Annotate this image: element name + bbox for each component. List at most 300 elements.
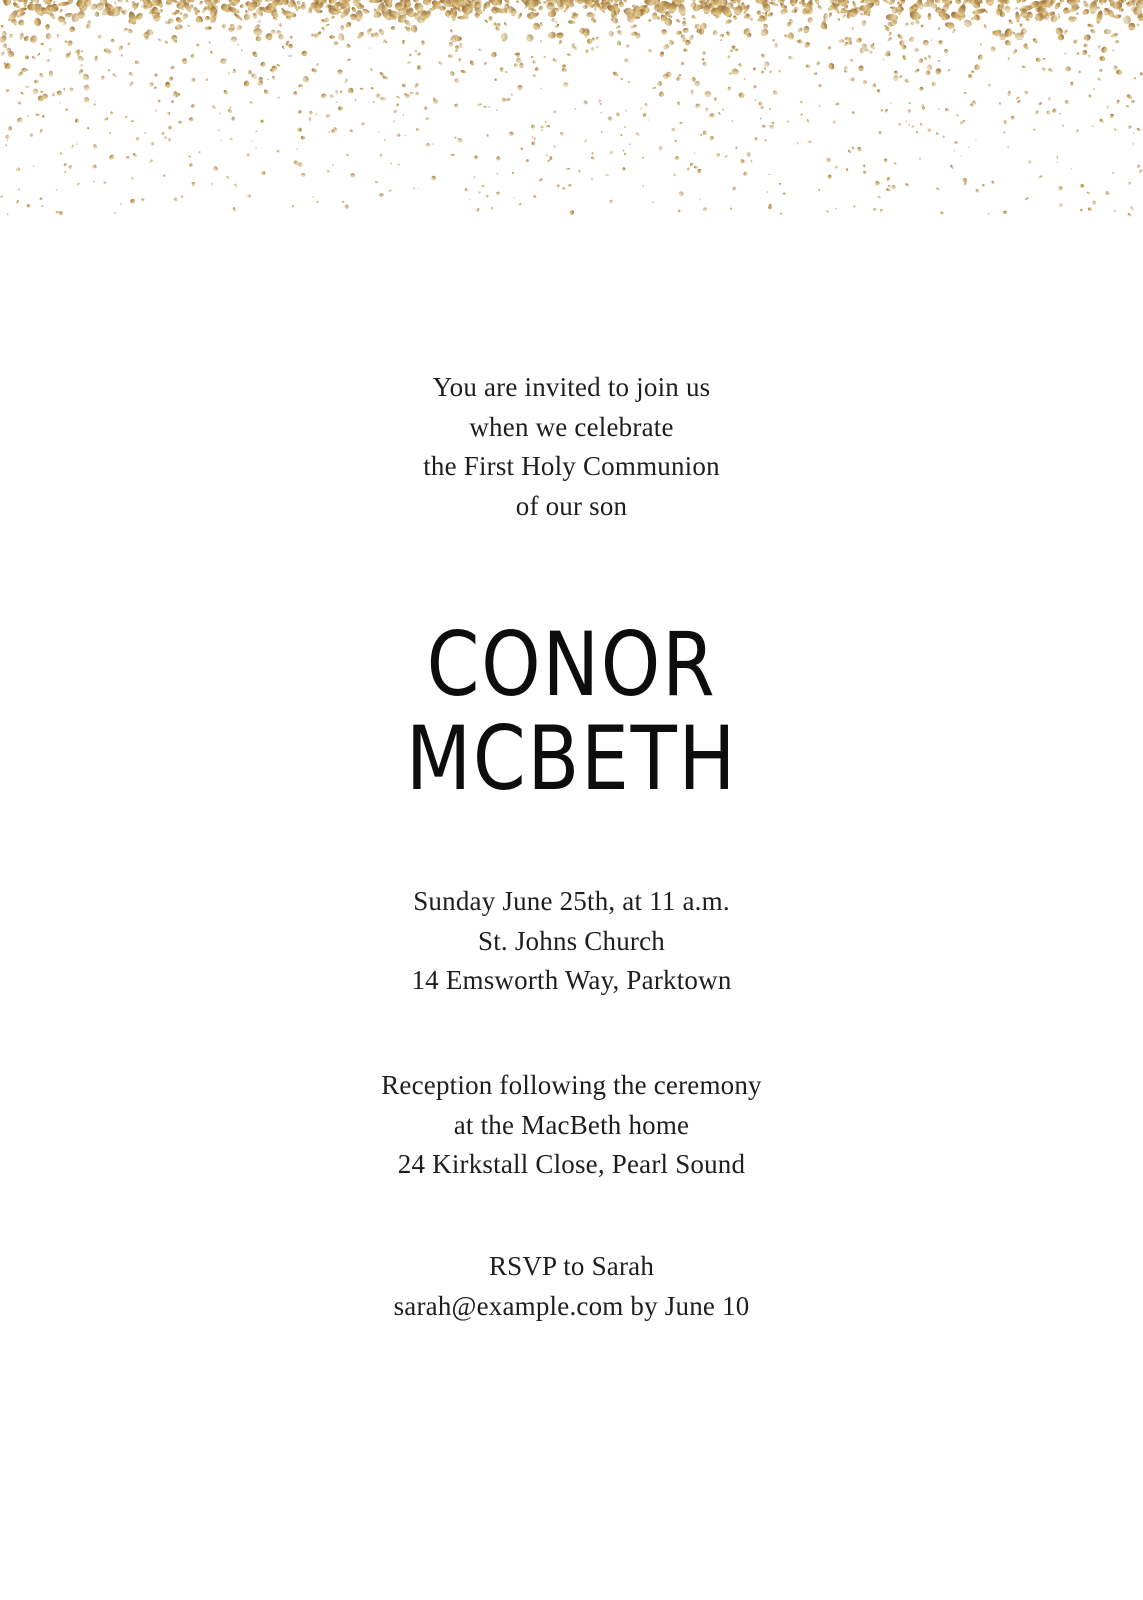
confetti-speck [393,120,395,122]
confetti-speck [474,176,476,178]
gold-confetti-decoration [0,0,1143,230]
confetti-speck [681,21,686,27]
confetti-speck [768,174,770,175]
confetti-speck [267,79,269,80]
confetti-speck [1007,146,1009,148]
confetti-speck [112,73,117,78]
confetti-speck [1092,125,1094,127]
confetti-speck [0,195,3,198]
confetti-speck [562,187,566,191]
confetti-speck [738,63,743,68]
confetti-speck [501,32,508,41]
confetti-speck [1019,23,1022,27]
confetti-speck [591,152,594,155]
confetti-speck [827,174,832,179]
confetti-speck [954,0,962,5]
confetti-speck [16,199,20,204]
confetti-speck [554,146,556,148]
confetti-speck [972,8,986,16]
confetti-speck [6,89,10,93]
confetti-speck [66,40,73,47]
confetti-speck [766,191,768,193]
confetti-speck [806,119,809,123]
confetti-speck [770,1,779,7]
confetti-speck [1116,69,1123,76]
confetti-speck [296,148,299,150]
confetti-speck [191,182,195,186]
confetti-speck [1088,55,1091,58]
confetti-speck [103,181,106,184]
confetti-speck [276,150,279,153]
confetti-speck [189,163,194,168]
confetti-speck [218,112,221,115]
confetti-speck [546,125,550,127]
confetti-speck [981,183,985,187]
confetti-speck [739,158,745,164]
confetti-speck [884,158,888,162]
confetti-speck [743,78,746,81]
confetti-speck [814,0,820,4]
confetti-speck [188,155,191,158]
confetti-speck [128,81,134,87]
confetti-speck [432,143,434,145]
confetti-speck [691,15,696,20]
confetti-speck [599,103,602,106]
confetti-speck [58,211,63,216]
confetti-speck [205,26,212,30]
intro-text [0,368,1143,526]
confetti-speck [39,197,42,200]
confetti-speck [980,43,982,46]
confetti-speck [1133,77,1136,80]
confetti-speck [642,113,647,118]
confetti-speck [759,27,769,37]
confetti-speck [928,55,931,59]
confetti-speck [65,108,69,111]
confetti-speck [1,30,8,37]
confetti-speck [1112,49,1115,51]
confetti-speck [1063,29,1068,34]
confetti-speck [1083,34,1091,42]
confetti-speck [620,78,623,81]
confetti-speck [356,31,365,40]
confetti-speck [624,57,630,63]
confetti-speck [1073,39,1078,45]
confetti-speck [454,103,459,108]
confetti-speck [191,77,197,82]
confetti-speck [556,184,560,188]
confetti-speck [894,162,897,165]
confetti-speck [640,107,642,109]
confetti-speck [415,91,419,95]
confetti-speck [111,39,115,43]
confetti-speck [970,70,974,74]
confetti-speck [93,103,95,105]
confetti-speck [516,0,520,3]
confetti-speck [590,156,594,160]
confetti-speck [140,0,143,2]
confetti-speck [251,140,253,142]
confetti-speck [938,40,943,45]
confetti-speck [513,63,518,68]
confetti-speck [689,162,694,167]
confetti-speck [709,135,715,141]
confetti-speck [19,32,25,40]
confetti-speck [533,195,537,199]
confetti-speck [629,143,631,145]
first-name: CONOR [426,613,717,716]
confetti-speck [5,134,10,140]
confetti-speck [125,115,128,118]
confetti-speck [417,188,419,190]
confetti-speck [297,110,302,115]
confetti-speck [1104,29,1112,35]
confetti-speck [402,40,405,45]
confetti-speck [857,146,862,151]
confetti-speck [574,108,577,110]
confetti-speck [511,94,513,97]
confetti-speck [1010,115,1015,120]
confetti-speck [234,183,237,187]
confetti-speck [1127,212,1132,217]
confetti-speck [609,151,613,155]
confetti-speck [272,75,276,79]
confetti-speck [340,25,344,31]
confetti-speck [819,105,821,108]
confetti-speck [415,128,419,132]
confetti-speck [114,2,116,5]
confetti-speck [76,182,80,186]
confetti-speck [63,88,66,91]
confetti-speck [182,58,188,65]
confetti-speck [83,96,90,103]
confetti-speck [257,20,261,24]
confetti-speck [877,89,881,93]
confetti-speck [157,99,160,103]
confetti-speck [544,56,547,58]
confetti-speck [945,108,950,112]
confetti-speck [648,19,652,23]
confetti-speck [17,18,25,26]
confetti-speck [370,68,373,71]
confetti-speck [204,15,210,21]
confetti-speck [243,13,250,21]
confetti-speck [1003,131,1006,134]
confetti-speck [247,195,251,198]
confetti-speck [526,159,529,163]
confetti-speck [338,106,343,111]
confetti-speck [56,34,59,38]
confetti-speck [344,204,349,210]
confetti-speck [288,44,293,48]
confetti-speck [182,12,189,20]
confetti-speck [16,167,21,172]
confetti-speck [816,61,821,66]
confetti-speck [761,70,765,74]
confetti-speck [607,116,613,122]
confetti-speck [569,210,574,215]
confetti-speck [1099,118,1104,123]
confetti-speck [230,36,237,42]
confetti-speck [803,25,810,33]
confetti-speck [211,183,214,186]
confetti-speck [164,81,171,88]
confetti-speck [908,102,911,105]
confetti-speck [778,70,781,73]
confetti-speck [385,41,387,43]
confetti-speck [496,191,501,195]
confetti-speck [800,100,803,103]
confetti-speck [34,80,38,84]
confetti-speck [806,64,811,68]
confetti-speck [289,35,293,39]
confetti-speck [1099,55,1106,61]
confetti-speck [687,167,690,170]
confetti-speck [985,0,995,7]
confetti-speck [315,113,317,115]
confetti-speck [335,90,338,94]
confetti-speck [474,155,479,159]
confetti-speck [675,156,680,161]
confetti-speck [950,164,954,169]
confetti-speck [764,139,767,142]
confetti-speck [1083,43,1088,48]
confetti-speck [850,77,855,81]
confetti-speck [898,123,901,126]
confetti-speck [378,28,385,36]
confetti-speck [625,110,627,112]
confetti-speck [46,33,52,40]
confetti-speck [1111,172,1114,175]
confetti-speck [223,89,229,95]
confetti-speck [677,101,681,105]
confetti-speck [538,178,543,182]
confetti-speck [1035,110,1039,114]
confetti-speck [484,19,488,24]
confetti-speck [973,14,980,22]
confetti-speck [641,157,644,160]
confetti-speck [1086,191,1090,195]
confetti-speck [897,33,904,40]
confetti-speck [150,142,154,146]
confetti-speck [975,188,980,193]
confetti-speck [918,58,924,64]
confetti-speck [938,108,940,110]
confetti-speck [999,102,1001,105]
confetti-speck [754,99,756,101]
confetti-speck [449,29,453,33]
confetti-speck [499,67,504,72]
confetti-speck [59,102,61,104]
rsvp-details [0,1247,1143,1326]
confetti-speck [45,24,50,30]
confetti-speck [615,25,620,29]
confetti-speck [464,188,468,192]
confetti-speck [919,86,924,91]
confetti-speck [1033,128,1036,131]
confetti-speck [730,207,733,210]
confetti-speck [760,106,764,109]
confetti-speck [735,146,738,149]
confetti-speck [935,68,942,75]
confetti-speck [1005,0,1010,5]
confetti-speck [236,24,243,31]
confetti-speck [360,122,365,127]
confetti-speck [1014,7,1018,10]
confetti-speck [621,167,626,172]
confetti-speck [168,76,174,82]
confetti-speck [788,56,793,60]
confetti-speck [833,121,836,125]
confetti-speck [76,143,78,145]
confetti-speck [597,99,601,103]
confetti-speck [505,98,510,102]
confetti-speck [553,110,556,113]
confetti-speck [642,185,644,187]
confetti-speck [694,81,701,87]
confetti-speck [560,131,565,136]
confetti-speck [167,112,170,116]
confetti-speck [380,97,386,101]
confetti-speck [600,112,602,114]
confetti-speck [1058,203,1063,208]
confetti-speck [807,16,815,24]
confetti-speck [712,29,719,36]
confetti-speck [545,154,548,157]
confetti-speck [988,84,991,88]
confetti-speck [1128,125,1133,130]
confetti-speck [39,129,42,133]
confetti-speck [104,117,109,121]
confetti-speck [661,29,667,35]
confetti-speck [1070,82,1074,86]
confetti-speck [837,18,840,22]
confetti-speck [700,134,702,137]
confetti-speck [425,142,430,147]
confetti-speck [912,125,914,128]
confetti-speck [255,148,256,150]
confetti-speck [555,23,560,28]
confetti-speck [1036,57,1041,62]
confetti-speck [568,20,575,24]
confetti-speck [683,17,686,20]
confetti-speck [58,1,69,7]
confetti-speck [858,65,863,71]
confetti-speck [1056,156,1058,160]
confetti-speck [880,109,883,111]
confetti-speck [635,132,640,137]
confetti-speck [17,188,20,191]
confetti-speck [1136,127,1141,132]
confetti-speck [586,11,594,18]
confetti-speck [132,153,137,158]
confetti-speck [41,205,44,208]
confetti-speck [69,26,76,33]
confetti-speck [1087,23,1094,28]
confetti-speck [1087,207,1092,212]
confetti-speck [878,131,881,134]
confetti-speck [86,23,91,29]
rsvp-name: RSVP to Sarah [488,1251,655,1281]
confetti-speck [716,153,721,158]
confetti-speck [508,131,514,136]
confetti-speck [247,69,252,75]
confetti-speck [544,121,547,124]
confetti-speck [927,128,931,132]
confetti-speck [158,38,162,42]
confetti-speck [546,3,554,10]
confetti-speck [461,69,467,73]
confetti-speck [975,140,977,142]
confetti-speck [316,200,319,203]
confetti-speck [1114,128,1117,131]
confetti-speck [517,12,522,19]
confetti-speck [148,82,154,88]
confetti-speck [55,211,59,215]
confetti-speck [936,187,940,191]
confetti-speck [783,193,786,195]
confetti-speck [118,45,124,51]
confetti-speck [155,110,157,112]
confetti-speck [1075,12,1079,15]
confetti-speck [800,113,803,116]
confetti-speck [1093,88,1095,91]
confetti-speck [199,0,204,5]
confetti-speck [346,43,351,48]
confetti-speck [450,153,454,156]
confetti-speck [728,87,731,91]
confetti-speck [239,4,244,9]
confetti-speck [1105,191,1110,196]
confetti-speck [229,107,231,109]
confetti-speck [1032,37,1038,44]
confetti-speck [1133,143,1135,146]
confetti-speck [659,51,664,57]
confetti-speck [23,0,27,7]
confetti-speck [228,72,230,74]
confetti-speck [566,168,570,170]
confetti-speck [874,180,880,186]
confetti-speck [455,137,457,139]
confetti-speck [277,63,281,67]
confetti-speck [718,112,721,116]
confetti-speck [377,131,379,133]
confetti-speck [80,64,83,67]
confetti-speck [585,50,588,54]
confetti-speck [828,62,835,70]
confetti-speck [551,17,556,23]
confetti-speck [59,152,62,155]
confetti-speck [135,60,140,64]
confetti-speck [823,13,829,21]
confetti-speck [658,146,662,151]
confetti-speck [249,101,253,105]
confetti-speck [405,135,407,137]
confetti-speck [131,177,134,179]
confetti-speck [908,36,915,43]
confetti-speck [417,65,422,70]
confetti-speck [596,46,599,48]
confetti-speck [1116,99,1120,104]
confetti-speck [914,68,920,73]
confetti-speck [729,49,733,52]
confetti-speck [540,125,544,129]
confetti-speck [251,51,258,58]
confetti-speck [302,75,310,84]
confetti-speck [1106,106,1109,109]
confetti-speck [69,87,74,91]
confetti-speck [627,81,630,84]
